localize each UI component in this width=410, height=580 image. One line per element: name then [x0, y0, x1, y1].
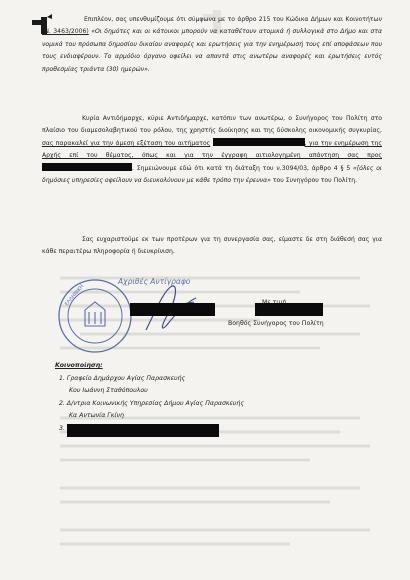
paragraph-request — [42, 113, 382, 187]
cc-item-person: Κα Αντωνία Γκίνη — [69, 412, 124, 419]
cc-item: 2. Δ/ντρια Κοινωνικής Υπηρεσίας Δήμου Αγίας Παρασκευής — [59, 399, 244, 407]
svg-text:ΕΛΛΗΝΙΚΗ: ΕΛΛΗΝΙΚΗ — [63, 283, 86, 308]
p1-text-a: Επιπλέον, σας υπενθυμίζουμε ότι σύμφωνα με το άρθρο 215 του Κώδικα Δήμων και Κοινοτήτων — [84, 16, 382, 23]
cc-item: 1. Γραφείο Δημάρχου Αγίας Παρασκευής — [59, 374, 186, 382]
p2-quote: «[όλες οι δημόσιες υπηρεσίες οφείλουν να διευκολύνουν με κάθε τρόπο την έρευνα» — [42, 164, 382, 185]
p2-text-b: . Σημειώνουμε εδώ ότι κατά τη διάταξη του ν.3094/03, άρθρο 4 § 5 — [132, 164, 354, 172]
p2-underlined-1: σας παρακαλεί για την άμεση εξέταση του αιτήματος — [42, 139, 211, 147]
redaction-bar — [67, 424, 219, 437]
cc-item — [55, 423, 375, 436]
paragraph-legal-reference — [42, 14, 382, 76]
p2-underlined-2: , για την ενημέρωση της Αρχής επί του θέματος, όπως και για την έγγραφη αιτιολογημένη απάντηση σας προς — [42, 139, 383, 160]
law-reference: (Ν. 3463/2006) — [42, 28, 89, 36]
cc-item-number: 3. — [59, 424, 65, 432]
paragraph-thanks: Σας ευχαριστούμε εκ των προτέρων για τη συνεργασία σας, είμαστε δε στη διάθεσή σας για κάθε περαιτέρω πληροφορία ή διευκρίνιση. — [42, 236, 382, 256]
p2-text-c: του Συνηγόρου του Πολίτη. — [270, 177, 358, 185]
redaction-bar — [213, 138, 305, 146]
cc-title: Κοινοποίηση: — [55, 362, 103, 369]
p2-text-a: Κυρία Αντιδήμαρχε, κύριε Αντιδήμαρχε, κατόπιν των ανωτέρω, ο Συνήγορος του Πολίτη στο πλαίσιο του διαμεσολαβητικού του ρόλου, της χρηστής διοίκησης και της δύσκολης οικονομικής συγκυρίας, — [42, 115, 382, 135]
redaction-bar — [42, 163, 132, 171]
signatory-role: Βοηθός Συνήγορος του Πολίτη — [228, 320, 324, 327]
cc-item-person: Κου Ιωάννη Σταθόπουλου — [69, 387, 148, 394]
cc-section — [55, 360, 375, 435]
redaction-bar — [130, 303, 215, 316]
redaction-bar — [255, 303, 323, 316]
stamp-text: Αχριθές Αντίγραφο — [118, 277, 191, 286]
law-quote: «Οι δημότες και οι κάτοικοι μπορούν να καταθέτουν ατομικά ή συλλογικά στο Δήμο και στα νομικά του πρόσωπα δημοσίου δικαίου αναφορές και ερωτήσεις για την ενημέρωσή τους επί αποφάσεων που τους ενδιαφέρουν. Το αρμόδιο όργανο οφείλει να απαντά στις ανωτέρω αναφορές και ερωτήσεις εντός προθεσμίας τριάντα (30) ημερών». — [42, 28, 382, 73]
